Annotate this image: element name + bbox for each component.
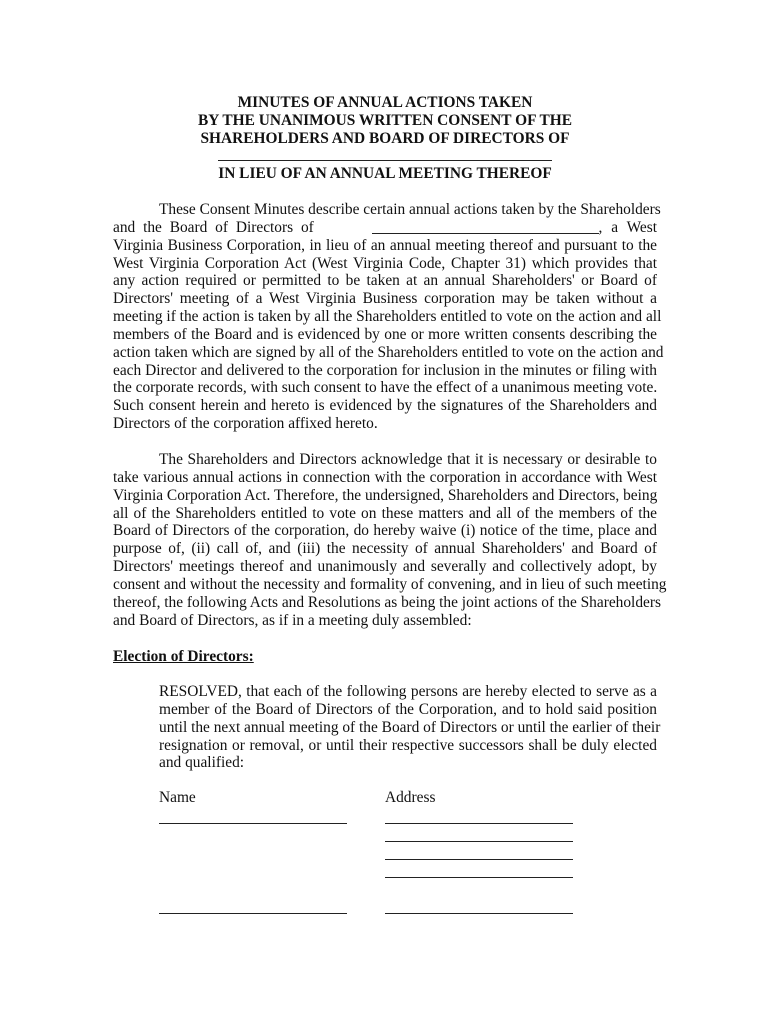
text-line: RESOLVED, that each of the following persons are hereby elected to serve as a xyxy=(159,683,657,700)
paragraph-acknowledgement xyxy=(113,451,667,629)
text-line: each Director and delivered to the corporation for inclusion in the minutes or filing with xyxy=(113,361,657,379)
text-line xyxy=(113,219,657,237)
text-line: the corporate records, with such consent to have the effect of a unanimous meeting vote. xyxy=(113,379,658,397)
name-field-1[interactable] xyxy=(159,823,347,824)
text-line: Such consent herein and hereto is evidenced by the signatures of the Shareholders and xyxy=(113,397,657,415)
name-column-label: Name xyxy=(159,789,196,806)
paragraph-resolution xyxy=(159,683,661,772)
text-line: until the next annual meeting of the Board of Directors or until the earlier of their xyxy=(159,718,661,736)
section-heading-election: Election of Directors: xyxy=(113,648,254,665)
text-fragment: , a West xyxy=(598,218,657,236)
text-line: consent and without the necessity and formality of convening, and in lieu of such meeting xyxy=(113,575,667,593)
address-field-2[interactable] xyxy=(385,913,573,914)
address-field-1-line-3[interactable] xyxy=(385,859,573,860)
text-line: West Virginia Corporation Act (West Virginia Code, Chapter 31) which provides that xyxy=(113,254,657,272)
title-line: SHAREHOLDERS AND BOARD OF DIRECTORS OF xyxy=(200,130,570,147)
corporation-name-blank[interactable] xyxy=(372,219,599,234)
text-line: take various annual actions in connection with the corporation in accordance with West xyxy=(113,468,657,486)
text-line: Directors' meetings thereof and unanimously and severally and collectively adopt, by xyxy=(113,558,657,576)
company-name-blank[interactable] xyxy=(218,160,552,161)
text-line: The Shareholders and Directors acknowledge that it is necessary or desirable to xyxy=(159,451,657,468)
title-line: BY THE UNANIMOUS WRITTEN CONSENT OF THE xyxy=(197,112,573,129)
text-line: members of the Board and is evidenced by one or more written consents describing the xyxy=(113,325,657,343)
address-field-1-line-1[interactable] xyxy=(385,823,573,824)
document-title xyxy=(0,94,770,148)
text-line: and qualified: xyxy=(159,754,245,772)
address-field-1-line-2[interactable] xyxy=(385,841,573,842)
text-line: resignation or removal, or until their respective successors shall be duly elected xyxy=(159,736,657,754)
text-line: These Consent Minutes describe certain annual actions taken by the Shareholders xyxy=(159,201,661,218)
text-line: all of the Shareholders entitled to vote on these matters and all of the members of the xyxy=(113,504,657,522)
text-line: Virginia Corporation Act. Therefore, the undersigned, Shareholders and Directors, being xyxy=(113,486,658,504)
address-column-label: Address xyxy=(385,789,436,806)
paragraph-consent-minutes xyxy=(113,201,664,433)
name-field-2[interactable] xyxy=(159,913,347,914)
text-line: thereof, the following Acts and Resolutions as being the joint actions of the Shareholders xyxy=(113,593,661,611)
document-subtitle: IN LIEU OF AN ANNUAL MEETING THEREOF xyxy=(218,165,552,182)
address-field-1-line-4[interactable] xyxy=(385,877,573,878)
text-line: Virginia Business Corporation, in lieu of an annual meeting thereof and pursuant to the xyxy=(113,236,657,254)
text-line: action taken which are signed by all of the Shareholders entitled to vote on the action and xyxy=(113,343,664,361)
text-line: meeting if the action is taken by all the Shareholders entitled to vote on the action and all xyxy=(113,308,662,326)
text-line: Directors of the corporation affixed hereto. xyxy=(113,415,378,433)
text-line: member of the Board of Directors of the Corporation, and to hold said position xyxy=(159,700,657,718)
title-line: MINUTES OF ANNUAL ACTIONS TAKEN xyxy=(237,94,533,111)
text-line: and Board of Directors, as if in a meeting duly assembled: xyxy=(113,611,472,629)
text-fragment: and the Board of Directors of xyxy=(113,218,314,236)
text-line: any action required or permitted to be taken at an annual Shareholders' or Board of xyxy=(113,272,657,290)
text-line: purpose of, (ii) call of, and (iii) the necessity of annual Shareholders' and Board of xyxy=(113,540,657,558)
text-line: Board of Directors of the corporation, do hereby waive (i) notice of the time, place and xyxy=(113,522,657,540)
text-line: Directors' meeting of a West Virginia Business corporation may be taken without a xyxy=(113,290,657,308)
